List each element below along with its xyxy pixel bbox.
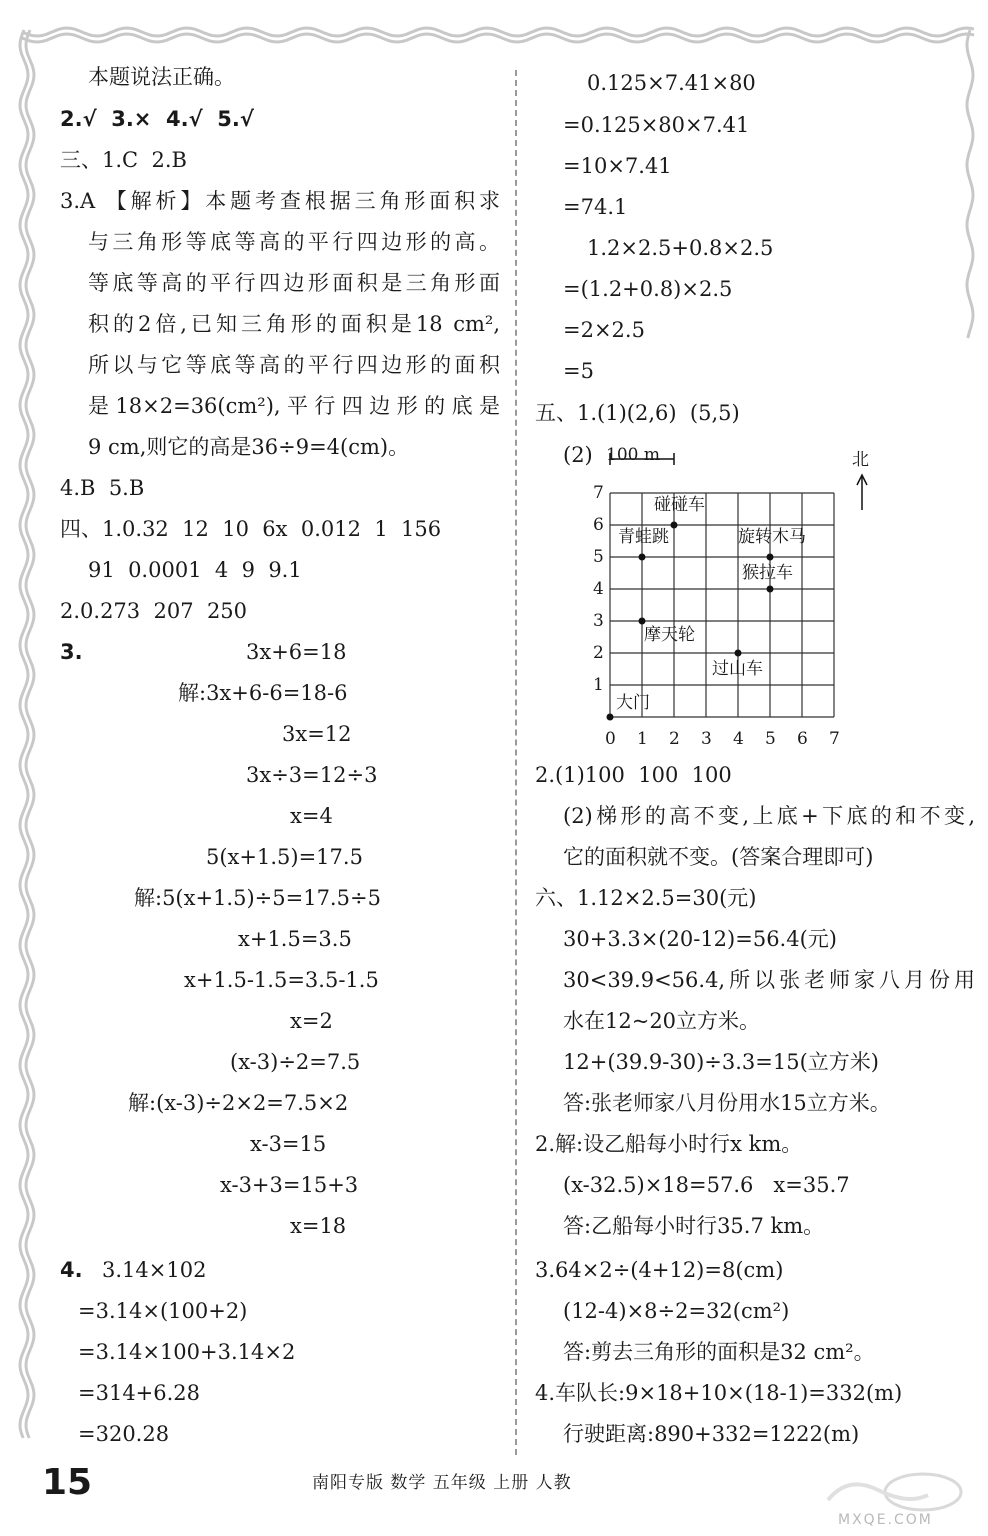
equation-line: 3.14×102 (102, 1258, 207, 1282)
place-point (767, 586, 774, 593)
x-tick-label: 4 (733, 729, 744, 749)
footer-info: 南阳专版 数学 五年级 上册 人教 (312, 1473, 572, 1493)
text-line: 四、1.0.32 12 10 6x 0.012 1 156 (60, 517, 442, 541)
equation-line: =3.14×100+3.14×2 (78, 1340, 296, 1364)
y-tick-label: 7 (593, 483, 604, 503)
equation-line: =(1.2+0.8)×2.5 (563, 277, 733, 301)
y-tick-label: 3 (593, 611, 604, 631)
equation-line: =10×7.41 (563, 154, 672, 178)
text-line: 30<39.9<56.4,所以张老师家八月份用 (563, 968, 975, 992)
text-line: 3.A 【解析】本题考查根据三角形面积求 (60, 189, 500, 213)
place-label: 大门 (616, 693, 650, 713)
x-tick-label: 0 (605, 729, 616, 749)
place-label: 过山车 (712, 659, 763, 679)
equation-line: =0.125×80×7.41 (563, 113, 750, 137)
x-tick-label: 3 (701, 729, 712, 749)
scale-label: 100 m (606, 445, 660, 465)
y-tick-label: 4 (593, 579, 604, 599)
text-line: 3.64×2÷(4+12)=8(cm) (535, 1258, 784, 1282)
text-line: 与三角形等底等高的平行四边形的高。 (88, 230, 500, 254)
equation-line: 3x+6=18 (246, 640, 347, 664)
text-line: 2.√ 3.× 4.√ 5.√ (60, 107, 254, 131)
watermark-text: MXQE.COM (838, 1512, 933, 1528)
equation-line: x=2 (290, 1009, 333, 1033)
place-label: 旋转木马 (738, 527, 806, 547)
text-line: 4.B 5.B (60, 476, 145, 500)
text-line: 答:剪去三角形的面积是32 cm²。 (563, 1340, 875, 1364)
text-line: 五、1.(1)(2,6) (5,5) (535, 401, 740, 425)
equation-line: =3.14×(100+2) (78, 1299, 248, 1323)
place-point (639, 618, 646, 625)
equation-line: 解:(x-3)÷2×2=7.5×2 (128, 1091, 349, 1115)
equation-line: x-3=15 (250, 1132, 327, 1156)
text-line: 4.车队长:9×18+10×(18-1)=332(m) (535, 1381, 903, 1405)
location-grid-figure (590, 445, 890, 755)
text-line: 12+(39.9-30)÷3.3=15(立方米) (563, 1050, 879, 1074)
text-line: 水在12~20立方米。 (563, 1009, 761, 1033)
text-line: 等底等高的平行四边形面积是三角形面 (88, 271, 500, 295)
equation-line: x+1.5=3.5 (238, 927, 352, 951)
item-number: 4. (60, 1258, 83, 1282)
text-line: 2.解:设乙船每小时行x km。 (535, 1132, 803, 1156)
y-tick-label: 6 (593, 515, 604, 535)
equation-line: (x-3)÷2=7.5 (230, 1050, 361, 1074)
place-point (735, 650, 742, 657)
equation-line: 3x÷3=12÷3 (246, 763, 378, 787)
x-tick-label: 7 (829, 729, 840, 749)
text-line: (x-32.5)×18=57.6 x=35.7 (563, 1173, 850, 1197)
text-line: 六、1.12×2.5=30(元) (535, 886, 757, 910)
y-tick-label: 5 (593, 547, 604, 567)
text-line: (2) (563, 443, 593, 467)
place-point (767, 554, 774, 561)
text-line: 9 cm,则它的高是36÷9=4(cm)。 (88, 435, 410, 459)
equation-line: 1.2×2.5+0.8×2.5 (587, 236, 774, 260)
equation-line: 3x=12 (282, 722, 352, 746)
y-tick-label: 2 (593, 643, 604, 663)
text-line: (12-4)×8÷2=32(cm²) (563, 1299, 790, 1323)
equation-line: x=18 (290, 1214, 347, 1238)
place-point (639, 554, 646, 561)
x-tick-label: 1 (637, 729, 648, 749)
x-tick-label: 5 (765, 729, 776, 749)
equation-line: x-3+3=15+3 (220, 1173, 359, 1197)
equation-line: 解:3x+6-6=18-6 (178, 681, 348, 705)
y-tick-label: 1 (593, 675, 604, 695)
place-label: 碰碰车 (654, 495, 705, 515)
text-line: 三、1.C 2.B (60, 148, 187, 172)
text-line: (2)梯形的高不变,上底+下底的和不变, (563, 804, 975, 828)
watermark-logo (808, 1470, 978, 1530)
equation-line: 解:5(x+1.5)÷5=17.5÷5 (134, 886, 381, 910)
equation-line: =74.1 (563, 195, 628, 219)
x-tick-label: 2 (669, 729, 680, 749)
text-line: 行驶距离:890+332=1222(m) (563, 1422, 860, 1446)
place-label: 猴拉车 (742, 563, 793, 583)
text-line: 所以与它等底等高的平行四边形的面积 (88, 353, 500, 377)
x-tick-label: 6 (797, 729, 808, 749)
equation-line: 0.125×7.41×80 (587, 71, 756, 95)
equation-line: =2×2.5 (563, 318, 645, 342)
equation-line: x=4 (290, 804, 333, 828)
text-line: 2.(1)100 100 100 (535, 763, 732, 787)
place-point (607, 714, 614, 721)
equation-line: x+1.5-1.5=3.5-1.5 (184, 968, 379, 992)
text-line: 本题说法正确。 (88, 65, 235, 89)
north-label: 北 (852, 450, 869, 470)
column-divider (515, 70, 517, 1455)
page-number: 15 (42, 1462, 93, 1503)
text-line: 是18×2=36(cm²),平行四边形的底是 (88, 394, 500, 418)
equation-line: =314+6.28 (78, 1381, 201, 1405)
equation-line: =5 (563, 359, 594, 383)
text-line: 答:张老师家八月份用水15立方米。 (563, 1091, 891, 1115)
place-point (671, 522, 678, 529)
equation-line: =320.28 (78, 1422, 170, 1446)
text-line: 积的2倍,已知三角形的面积是18 cm², (88, 312, 500, 336)
place-label: 青蛙跳 (618, 527, 669, 547)
place-label: 摩天轮 (644, 625, 695, 645)
equation-line: 5(x+1.5)=17.5 (206, 845, 363, 869)
text-line: 答:乙船每小时行35.7 km。 (563, 1214, 825, 1238)
text-line: 30+3.3×(20-12)=56.4(元) (563, 927, 837, 951)
text-line: 2.0.273 207 250 (60, 599, 248, 623)
text-line: 它的面积就不变。(答案合理即可) (563, 845, 874, 869)
text-line: 91 0.0001 4 9 9.1 (88, 558, 302, 582)
item-number: 3. (60, 640, 83, 664)
